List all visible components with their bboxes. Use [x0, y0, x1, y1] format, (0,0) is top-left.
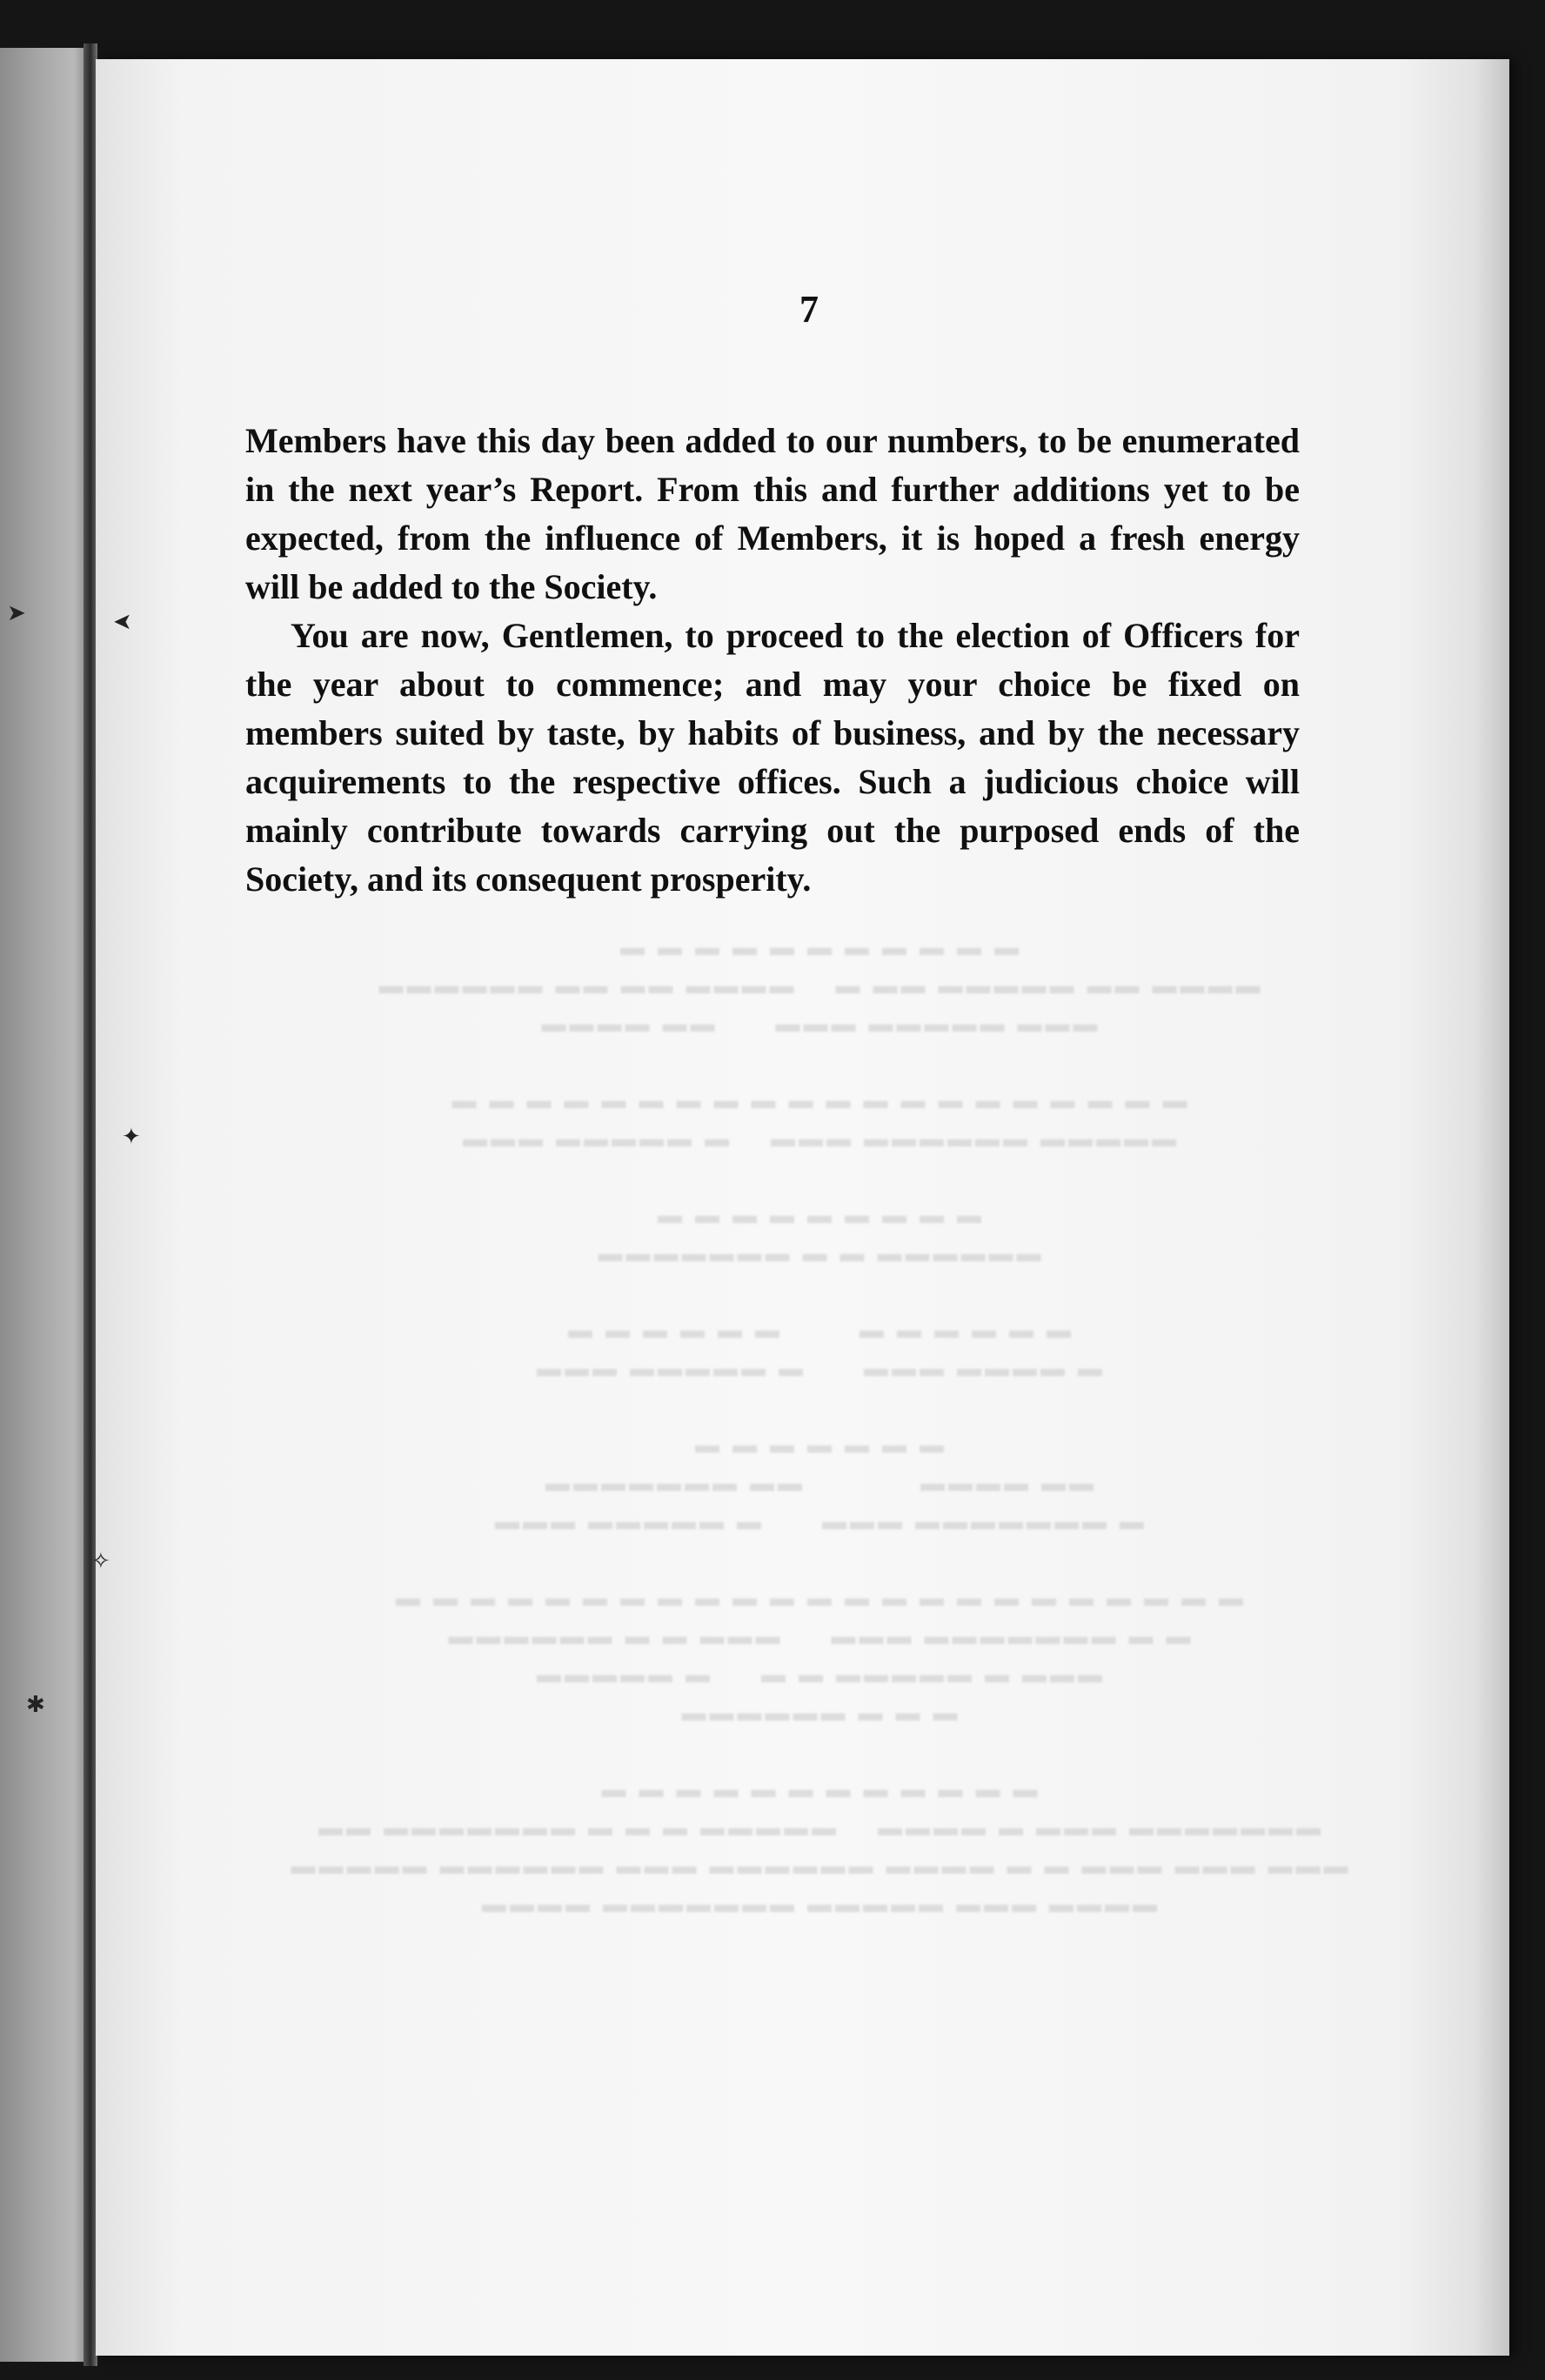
book-page	[96, 59, 1509, 2356]
binding-mark: ✧	[91, 1548, 110, 1574]
facing-page-edge	[0, 48, 87, 2362]
paragraph-2: You are now, Gentlemen, to proceed to the election of Officers for the year about to commence; and may your choice be fixed on members suited by taste, by habits of business, and by the necessary acquirements to the respective offices. Such a judicious choice will mainly contribute towards carrying out the purposed ends of the Society, and its consequent prosperity.	[245, 616, 1300, 899]
paragraph-1: Members have this day been added to our numbers, to be enumerated in the next year’s Report. From this and further additions yet to be expected, from the influence of Members, it is hoped a fresh energy will be added to the Society.	[245, 421, 1300, 606]
show-through-bleed: ▬ ▬ ▬ ▬ ▬ ▬ ▬ ▬ ▬ ▬ ▬ ▬▬▬▬ ▬▬ ▬▬▬▬▬ ▬▬ ▬ ▬▬▬▬ ▬▬ ▬▬ ▬▬▬▬▬▬ ▬▬▬ ▬▬▬▬▬ ▬▬▬ ▬▬ ▬▬▬▬ ▬ ▬ ▬ ▬ ▬ ▬ ▬ ▬ ▬ ▬ ▬ ▬ ▬ ▬ ▬ ▬ ▬ ▬ ▬ ▬ ▬▬▬▬▬ ▬▬▬▬▬▬ ▬▬▬ ▬ ▬▬▬▬▬ ▬▬▬ ▬ ▬ ▬ ▬ ▬ ▬ ▬ ▬ ▬ ▬▬▬▬▬▬ ▬ ▬ ▬▬▬▬▬▬▬ ▬ ▬ ▬ ▬ ▬ ▬ ▬ ▬ ▬ ▬ ▬ ▬ ▬ ▬▬▬▬ ▬▬▬ ▬ ▬▬▬▬▬ ▬▬▬ ▬ ▬ ▬ ▬ ▬ ▬ ▬ ▬▬ ▬▬▬▬ ▬▬ ▬▬▬▬▬▬▬ ▬ ▬▬▬▬▬▬▬ ▬▬▬ ▬ ▬▬▬▬▬ ▬▬▬ ▬ ▬ ▬ ▬ ▬ ▬ ▬ ▬ ▬ ▬ ▬ ▬ ▬ ▬ ▬ ▬ ▬ ▬ ▬ ▬ ▬ ▬ ▬ ▬ ▬ ▬▬▬▬▬▬▬ ▬▬▬ ▬▬▬ ▬ ▬ ▬▬▬▬▬▬ ▬▬▬ ▬ ▬▬▬▬▬ ▬ ▬ ▬ ▬▬▬▬▬ ▬ ▬ ▬ ▬▬▬▬▬▬ ▬ ▬ ▬ ▬ ▬ ▬ ▬ ▬ ▬ ▬ ▬ ▬ ▬▬▬▬▬▬▬ ▬▬▬ ▬ ▬▬▬▬ ▬▬▬▬▬ ▬ ▬ ▬ ▬▬▬▬▬▬▬ ▬▬ ▬▬▬ ▬▬▬ ▬▬▬ ▬ ▬ ▬▬▬▬ ▬▬▬▬▬▬ ▬▬▬ ▬▬▬▬▬▬ ▬▬▬▬▬ ▬▬▬▬ ▬▬▬ ▬▬▬▬▬ ▬▬▬▬▬▬▬ ▬▬▬▬	[287, 934, 1348, 1918]
binding-mark: ➤	[7, 600, 26, 626]
binding-mark: ✱	[26, 1692, 45, 1718]
page-number: 7	[799, 288, 819, 331]
binding-mark: ✦	[122, 1124, 141, 1150]
binding-mark: ➤	[113, 609, 132, 635]
body-text	[245, 417, 1300, 904]
